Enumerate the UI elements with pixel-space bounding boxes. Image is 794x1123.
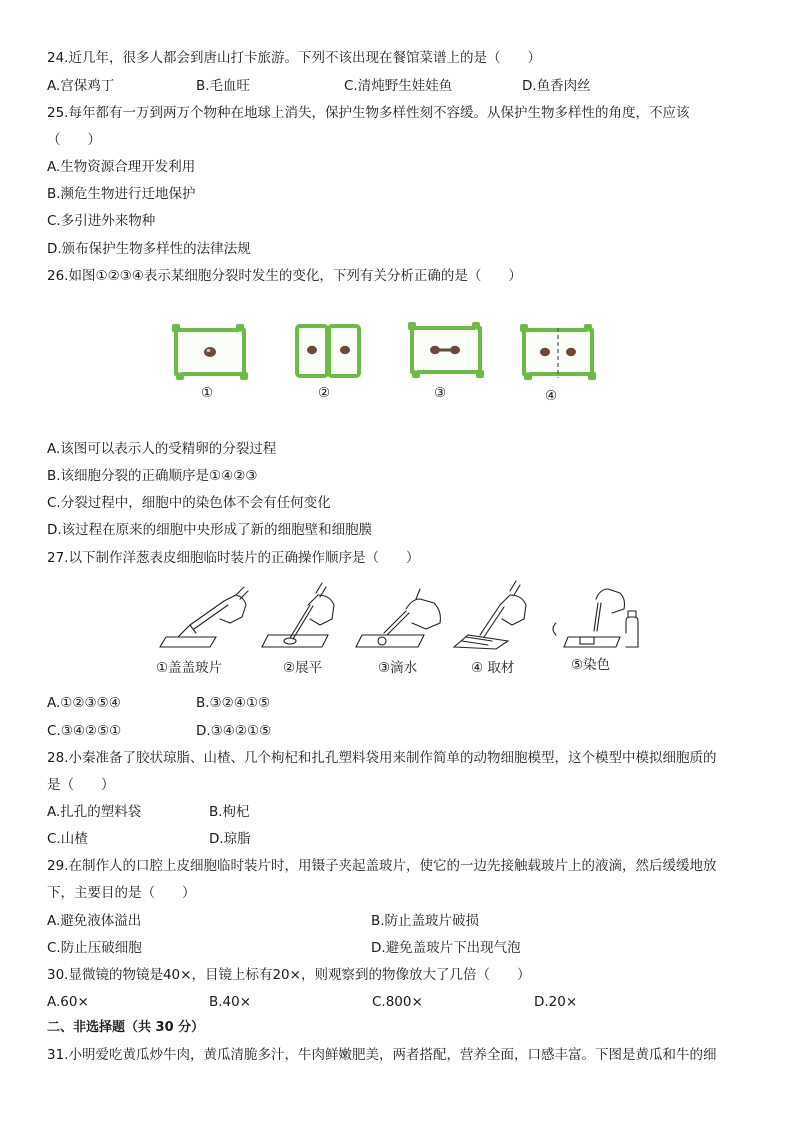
q25-option-c: C.多引进外来物种: [47, 213, 156, 229]
q27-option-c: C.③④②⑤①: [47, 723, 122, 739]
q29-option-a: A.避免液体溢出: [47, 913, 142, 929]
q26-stem: 26.如图①②③④表示某细胞分裂时发生的变化，下列有关分析正确的是（ ）: [47, 268, 522, 284]
cell-label-4: ④: [545, 388, 558, 404]
q25-stem-line2: （ ）: [47, 132, 101, 148]
cell-stage-3: [410, 324, 482, 376]
step-flatten-illustration: [262, 583, 334, 647]
q25-stem-line1: 25.每年都有一万到两万个物种在地球上消失，保护生物多样性刻不容缓。从保护生物多样性的角度，不应该: [47, 105, 690, 121]
step-label-drip-water: ③滴水: [378, 660, 418, 676]
q30-option-d: D.20×: [534, 994, 578, 1010]
q28-option-b: B.枸杞: [209, 804, 250, 820]
step-take-material-illustration: [454, 581, 526, 649]
q26-option-a: A.该图可以表示人的受精卵的分裂过程: [47, 441, 277, 457]
q25-option-d: D.颁布保护生物多样性的法律法规: [47, 241, 251, 257]
q27-option-a: A.①②③⑤④: [47, 695, 121, 711]
q29-option-b: B.防止盖玻片破损: [371, 913, 480, 929]
q27-stem: 27.以下制作洋葱表皮细胞临时装片的正确操作顺序是（ ）: [47, 550, 420, 566]
cell-label-1: ①: [201, 385, 214, 401]
q24-option-a: A.宫保鸡丁: [47, 78, 115, 94]
q28-option-c: C.山楂: [47, 831, 88, 847]
q25-option-b: B.濒危生物进行迁地保护: [47, 186, 196, 202]
section-heading: 二、非选择题（共 30 分）: [47, 1020, 205, 1035]
q27-option-b: B.③②④①⑤: [196, 695, 271, 711]
cell-stage-1: [174, 326, 246, 378]
q31-stem-line1: 31.小明爱吃黄瓜炒牛肉，黄瓜清脆多汁，牛肉鲜嫩肥美，两者搭配，营养全面，口感丰富。下图是黄瓜和牛的细: [47, 1047, 717, 1063]
step-label-flatten: ②展平: [283, 660, 323, 676]
step-cover-slip-illustration: [160, 587, 248, 647]
q24-option-d: D.鱼香肉丝: [522, 78, 591, 94]
q26-option-d: D.该过程在原来的细胞中央形成了新的细胞壁和细胞膜: [47, 522, 373, 538]
step-label-take-material: ④ 取材: [471, 660, 515, 676]
q28-stem-line2: 是（ ）: [47, 777, 115, 793]
q24-option-c: C.清炖野生娃娃鱼: [344, 78, 453, 94]
q30-option-c: C.800×: [372, 994, 423, 1010]
q24-option-b: B.毛血旺: [196, 78, 251, 94]
cell-division-figure: [168, 318, 608, 408]
q26-option-c: C.分裂过程中，细胞中的染色体不会有任何变化: [47, 495, 331, 511]
q29-stem-line2: 下，主要目的是（ ）: [47, 885, 196, 901]
q28-option-a: A.扎孔的塑料袋: [47, 804, 142, 820]
q29-option-d: D.避免盖玻片下出现气泡: [371, 940, 521, 956]
step-label-cover-slip: ①盖盖玻片: [156, 660, 223, 676]
q25-option-a: A.生物资源合理开发利用: [47, 159, 196, 175]
q29-stem-line1: 29.在制作人的口腔上皮细胞临时装片时，用镊子夹起盖玻片，使它的一边先接触载玻片上的液滴，然后缓缓地放: [47, 858, 717, 874]
q26-option-b: B.该细胞分裂的正确顺序是①④②③: [47, 468, 258, 484]
slide-steps-figure: [150, 575, 650, 655]
cell-label-3: ③: [434, 385, 447, 401]
cell-stage-4: [522, 326, 594, 378]
step-stain-illustration: [553, 589, 638, 647]
q30-option-a: A.60×: [47, 994, 89, 1010]
q24-stem: 24.近几年，很多人都会到唐山打卡旅游。下列不该出现在餐馆菜谱上的是（ ）: [47, 50, 541, 66]
q28-stem-line1: 28.小秦准备了胶状琼脂、山楂、几个枸杞和扎孔塑料袋用来制作简单的动物细胞模型，这个模型中模拟细胞质的: [47, 750, 717, 766]
cell-label-2: ②: [318, 385, 331, 401]
step-drip-water-illustration: [356, 589, 440, 647]
q27-option-d: D.③④②①⑤: [196, 723, 272, 739]
cell-stage-2: [297, 326, 359, 376]
q30-stem: 30.显微镜的物镜是40×，目镜上标有20×，则观察到的物像放大了几倍（ ）: [47, 967, 531, 983]
q29-option-c: C.防止压破细胞: [47, 940, 142, 956]
q28-option-d: D.琼脂: [209, 831, 251, 847]
step-label-stain: ⑤染色: [571, 657, 611, 673]
q30-option-b: B.40×: [209, 994, 252, 1010]
